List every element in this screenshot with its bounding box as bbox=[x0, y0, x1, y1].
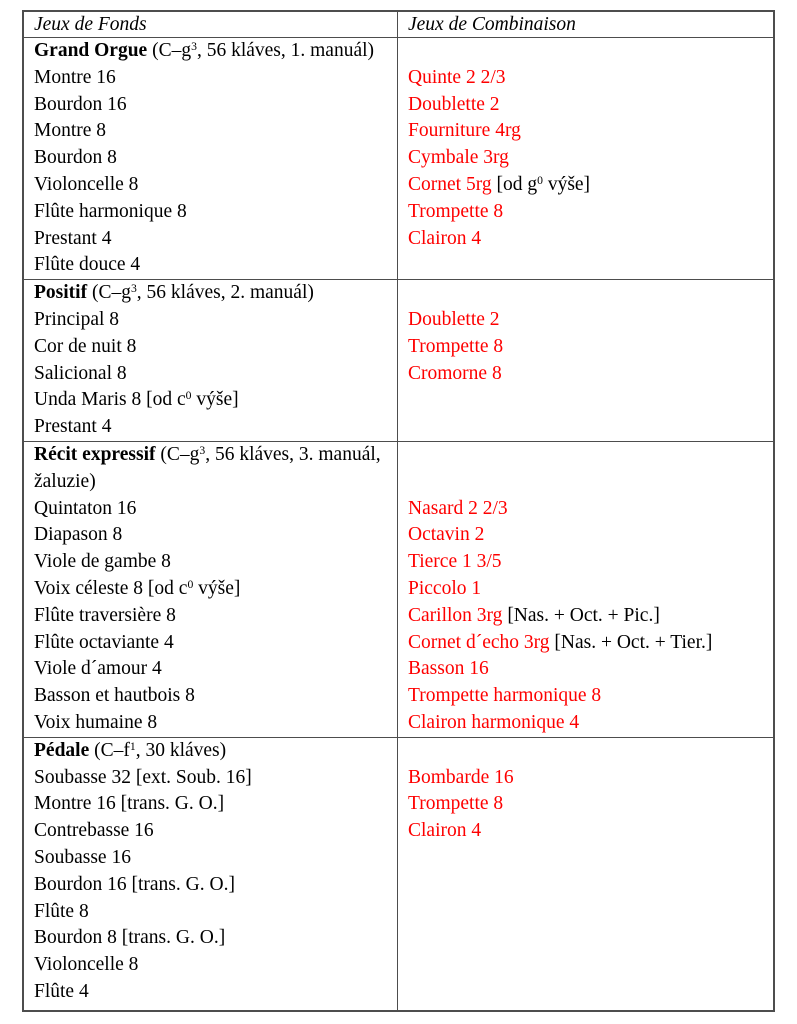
division-title bbox=[34, 280, 391, 307]
jeux-de-fonds-cell bbox=[24, 738, 398, 1010]
stop-entry bbox=[34, 549, 391, 576]
stop-entry bbox=[34, 818, 391, 845]
combination-stop-entry bbox=[408, 576, 767, 603]
combination-stop-entry bbox=[408, 683, 767, 710]
stop-entry bbox=[34, 765, 391, 792]
text-run: (C–g bbox=[147, 40, 192, 61]
superscript-note: 3 bbox=[199, 444, 206, 458]
stop-entry bbox=[34, 603, 391, 630]
text-run: Voix céleste 8 [od c bbox=[34, 577, 188, 599]
combination-stop-name: Nasard 2 2/3 bbox=[408, 497, 508, 519]
combination-stop-entry bbox=[408, 765, 767, 792]
stop-entry bbox=[34, 952, 391, 979]
stop-entry bbox=[34, 226, 391, 253]
combination-stop-entry bbox=[408, 145, 767, 172]
stop-entry bbox=[34, 899, 391, 926]
blank-line bbox=[408, 442, 767, 469]
text-run: Pédale bbox=[34, 739, 90, 761]
text-run: Récit expressif bbox=[34, 443, 156, 465]
combination-stop-entry bbox=[408, 496, 767, 523]
text-run: Flûte octaviante 4 bbox=[34, 631, 174, 653]
combination-stop-name: Cymbale 3rg bbox=[408, 147, 509, 169]
combination-stop-entry bbox=[408, 522, 767, 549]
text-run: , 30 kláves) bbox=[135, 739, 227, 761]
text-run: Quintaton 16 bbox=[34, 497, 137, 519]
stop-entry bbox=[34, 387, 391, 414]
table-header-row bbox=[24, 12, 773, 37]
text-run: Viole de gambe 8 bbox=[34, 551, 171, 573]
text-run: Contrebasse 16 bbox=[34, 820, 154, 842]
text-run: Bourdon 8 [trans. G. O.] bbox=[34, 927, 226, 949]
stop-entry bbox=[34, 630, 391, 657]
combination-stop-entry bbox=[408, 226, 767, 253]
stop-entry bbox=[34, 925, 391, 952]
combination-stop-name: Trompette 8 bbox=[408, 200, 504, 222]
text-run: Unda Maris 8 [od c bbox=[34, 389, 186, 411]
text-run: (C–f bbox=[89, 739, 130, 761]
combination-stop-name: Clairon 4 bbox=[408, 820, 482, 842]
text-run: Montre 16 [trans. G. O.] bbox=[34, 793, 225, 815]
stop-entry bbox=[34, 710, 391, 737]
blank-line bbox=[408, 738, 767, 765]
blank-line bbox=[408, 387, 767, 414]
jeux-de-fonds-cell bbox=[24, 38, 398, 279]
stop-entry bbox=[34, 334, 391, 361]
combination-stop-entry bbox=[408, 791, 767, 818]
text-run: Soubasse 16 bbox=[34, 846, 131, 868]
superscript-note: 0 bbox=[187, 578, 194, 592]
text-run: Montre 16 bbox=[34, 66, 116, 88]
text-run: Voix humaine 8 bbox=[34, 711, 158, 733]
section-pedale bbox=[24, 737, 773, 1010]
jeux-de-fonds-header-cell bbox=[24, 12, 398, 37]
text-run: Flûte 4 bbox=[34, 980, 89, 1002]
text-run: Principal 8 bbox=[34, 308, 120, 330]
combination-stop-name: Trompette 8 bbox=[408, 793, 504, 815]
blank-line bbox=[408, 252, 767, 279]
text-run: Bourdon 16 [trans. G. O.] bbox=[34, 873, 235, 895]
stop-entry bbox=[34, 656, 391, 683]
text-run: Bourdon 16 bbox=[34, 93, 127, 115]
stop-entry bbox=[34, 683, 391, 710]
text-run: Diapason 8 bbox=[34, 524, 123, 546]
combination-stop-name: Piccolo 1 bbox=[408, 577, 482, 599]
division-title bbox=[34, 38, 391, 65]
stop-entry bbox=[34, 252, 391, 279]
combination-stop-entry bbox=[408, 307, 767, 334]
stop-entry bbox=[34, 199, 391, 226]
text-run: [od g bbox=[491, 173, 538, 195]
jeux-de-combinaison-header-cell bbox=[398, 12, 773, 37]
stop-entry bbox=[34, 118, 391, 145]
blank-line bbox=[408, 280, 767, 307]
text-run: Cor de nuit 8 bbox=[34, 335, 137, 357]
text-run: Montre 8 bbox=[34, 120, 107, 142]
superscript-note: 0 bbox=[185, 389, 192, 403]
stop-entry bbox=[34, 576, 391, 603]
stop-entry bbox=[34, 65, 391, 92]
text-run: (C–g bbox=[155, 443, 200, 465]
jeux-de-combinaison-cell bbox=[398, 38, 773, 279]
blank-line bbox=[408, 414, 767, 441]
combination-stop-name: Carillon 3rg bbox=[408, 604, 503, 626]
combination-stop-name: Doublette 2 bbox=[408, 93, 500, 115]
text-run: Basson et hautbois 8 bbox=[34, 685, 195, 707]
combination-stop-entry bbox=[408, 172, 767, 199]
combination-stop-entry bbox=[408, 656, 767, 683]
combination-stop-entry bbox=[408, 818, 767, 845]
stop-entry bbox=[34, 414, 391, 441]
jeux-de-fonds-cell bbox=[24, 442, 398, 737]
combination-stop-name: Basson 16 bbox=[408, 658, 489, 680]
text-run: [Nas. + Oct. + Tier.] bbox=[549, 631, 713, 653]
combination-stop-entry bbox=[408, 92, 767, 119]
stop-entry bbox=[34, 845, 391, 872]
text-run: [Nas. + Oct. + Pic.] bbox=[502, 604, 660, 626]
text-run: Positif bbox=[34, 282, 88, 304]
stop-entry bbox=[34, 361, 391, 388]
combination-stop-name: Cornet 5rg bbox=[408, 173, 492, 195]
combination-stop-name: Clairon harmonique 4 bbox=[408, 711, 580, 733]
section-grand-orgue bbox=[24, 37, 773, 279]
text-run: , 56 kláves, 2. manuál) bbox=[136, 282, 314, 304]
combination-stop-name: Tierce 1 3/5 bbox=[408, 551, 502, 573]
text-run: Flûte traversière 8 bbox=[34, 604, 176, 626]
stop-entry bbox=[34, 307, 391, 334]
combination-stop-name: Cromorne 8 bbox=[408, 362, 502, 384]
superscript-note: 0 bbox=[537, 174, 543, 188]
combination-stop-entry bbox=[408, 65, 767, 92]
combination-stop-name: Quinte 2 2/3 bbox=[408, 66, 506, 88]
text-run: Grand Orgue bbox=[34, 40, 148, 61]
stop-entry bbox=[34, 791, 391, 818]
stop-entry bbox=[34, 145, 391, 172]
column-header-combinaison: Jeux de Combinaison bbox=[408, 14, 576, 35]
jeux-de-combinaison-cell bbox=[398, 442, 773, 737]
division-title bbox=[34, 738, 391, 765]
text-run: výše] bbox=[191, 389, 239, 411]
combination-stop-name: Bombarde 16 bbox=[408, 766, 514, 788]
text-run: Violoncelle 8 bbox=[34, 173, 139, 195]
combination-stop-name: Fourniture 4rg bbox=[408, 120, 521, 142]
blank-line bbox=[408, 38, 767, 65]
text-run: výše] bbox=[193, 577, 241, 599]
combination-stop-entry bbox=[408, 118, 767, 145]
stop-entry bbox=[34, 469, 391, 496]
combination-stop-name: Octavin 2 bbox=[408, 524, 485, 546]
text-run: Soubasse 32 [ext. Soub. 16] bbox=[34, 766, 252, 788]
text-run: Flûte douce 4 bbox=[34, 254, 141, 276]
section-positif bbox=[24, 279, 773, 441]
combination-stop-name: Trompette 8 bbox=[408, 335, 504, 357]
text-run: , 56 kláves, 1. manuál) bbox=[196, 40, 375, 61]
combination-stop-entry bbox=[408, 334, 767, 361]
stop-entry bbox=[34, 872, 391, 899]
text-run: Bourdon 8 bbox=[34, 147, 117, 169]
combination-stop-entry bbox=[408, 630, 767, 657]
text-run: Prestant 4 bbox=[34, 227, 112, 249]
text-run: výše] bbox=[542, 173, 591, 195]
combination-stop-entry bbox=[408, 361, 767, 388]
superscript-note: 1 bbox=[129, 739, 136, 753]
stop-entry bbox=[34, 92, 391, 119]
jeux-de-combinaison-cell bbox=[398, 738, 773, 1010]
superscript-note: 3 bbox=[191, 40, 197, 54]
text-run: Prestant 4 bbox=[34, 416, 112, 438]
blank-line bbox=[408, 469, 767, 496]
stop-entry bbox=[34, 172, 391, 199]
text-run: Viole d´amour 4 bbox=[34, 658, 162, 680]
stop-entry bbox=[34, 496, 391, 523]
combination-stop-entry bbox=[408, 549, 767, 576]
division-title bbox=[34, 442, 391, 469]
combination-stop-name: Trompette harmonique 8 bbox=[408, 685, 602, 707]
text-run: , 56 kláves, 3. manuál, bbox=[205, 443, 381, 465]
text-run: (C–g bbox=[87, 282, 131, 304]
combination-stop-name: Doublette 2 bbox=[408, 308, 500, 330]
section-recit-expressif bbox=[24, 441, 773, 737]
jeux-de-combinaison-cell bbox=[398, 280, 773, 441]
combination-stop-entry bbox=[408, 603, 767, 630]
column-header-fonds: Jeux de Fonds bbox=[34, 14, 147, 35]
text-run: Flûte harmonique 8 bbox=[34, 200, 187, 222]
organ-disposition-table bbox=[22, 10, 775, 1012]
combination-stop-name: Cornet d´echo 3rg bbox=[408, 631, 550, 653]
superscript-note: 3 bbox=[130, 282, 137, 296]
stop-entry bbox=[34, 522, 391, 549]
text-run: Violoncelle 8 bbox=[34, 954, 139, 976]
text-run: Flûte 8 bbox=[34, 900, 89, 922]
stop-entry bbox=[34, 979, 391, 1006]
text-run: žaluzie) bbox=[34, 470, 96, 492]
jeux-de-fonds-cell bbox=[24, 280, 398, 441]
text-run: Salicional 8 bbox=[34, 362, 127, 384]
combination-stop-entry bbox=[408, 710, 767, 737]
combination-stop-entry bbox=[408, 199, 767, 226]
combination-stop-name: Clairon 4 bbox=[408, 227, 482, 249]
